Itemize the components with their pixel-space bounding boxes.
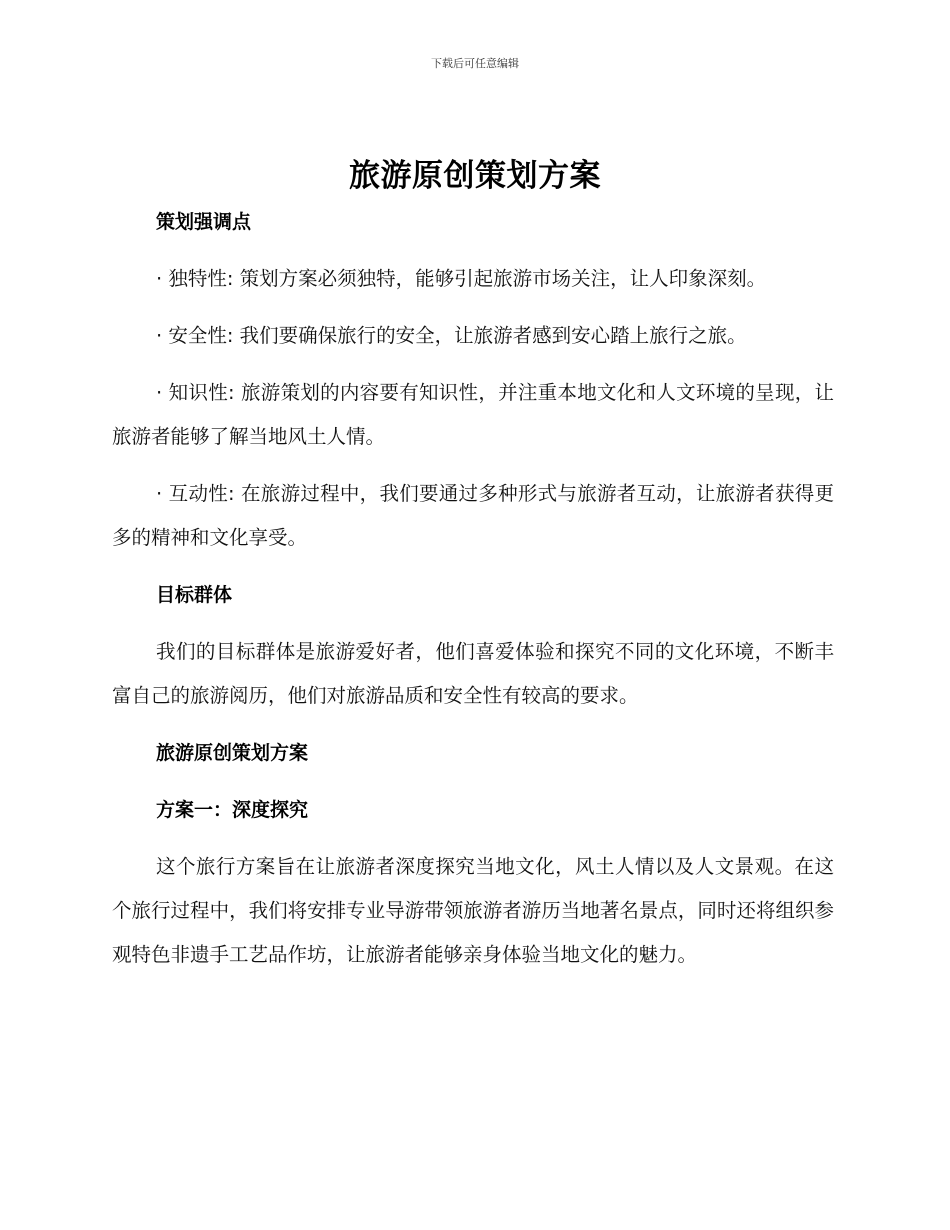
section-heading-target-group: 目标群体	[156, 584, 233, 606]
target-group-paragraph: 我们的目标群体是旅游爱好者，他们喜爱体验和探究不同的文化环境，不断丰富自己的旅游阅历，他们对旅游品质和安全性有较高的要求。	[112, 640, 834, 707]
bullet-uniqueness: · 独特性: 策划方案必须独特，能够引起旅游市场关注，让人印象深刻。	[156, 267, 767, 290]
section-heading-highlights: 策划强调点	[156, 211, 252, 233]
plan-one-paragraph: 这个旅行方案旨在让旅游者深度探究当地文化，风土人情以及人文景观。在这个旅行过程中，我们将安排专业导游带领旅游者游历当地著名景点，同时还将组织参观特色非遗手工艺品作坊，让旅游者能够亲身体验当地文化的魅力。	[112, 855, 834, 966]
document-body	[112, 200, 834, 990]
document-title: 旅游原创策划方案	[349, 158, 601, 194]
section-heading-plan-one: 方案一：深度探究	[156, 799, 309, 821]
bullet-safety: · 安全性: 我们要确保旅行的安全，让旅游者感到安心踏上旅行之旅。	[156, 324, 747, 347]
bullet-knowledge: · 知识性: 旅游策划的内容要有知识性，并注重本地文化和人文环境的呈现，让旅游者能够了解当地风土人情。	[112, 381, 834, 448]
bullet-interactivity: · 互动性: 在旅游过程中，我们要通过多种形式与旅游者互动，让旅游者获得更多的精神和文化享受。	[112, 482, 834, 549]
page-header-note: 下载后可任意编辑	[431, 57, 519, 70]
section-heading-plans: 旅游原创策划方案	[156, 742, 309, 764]
